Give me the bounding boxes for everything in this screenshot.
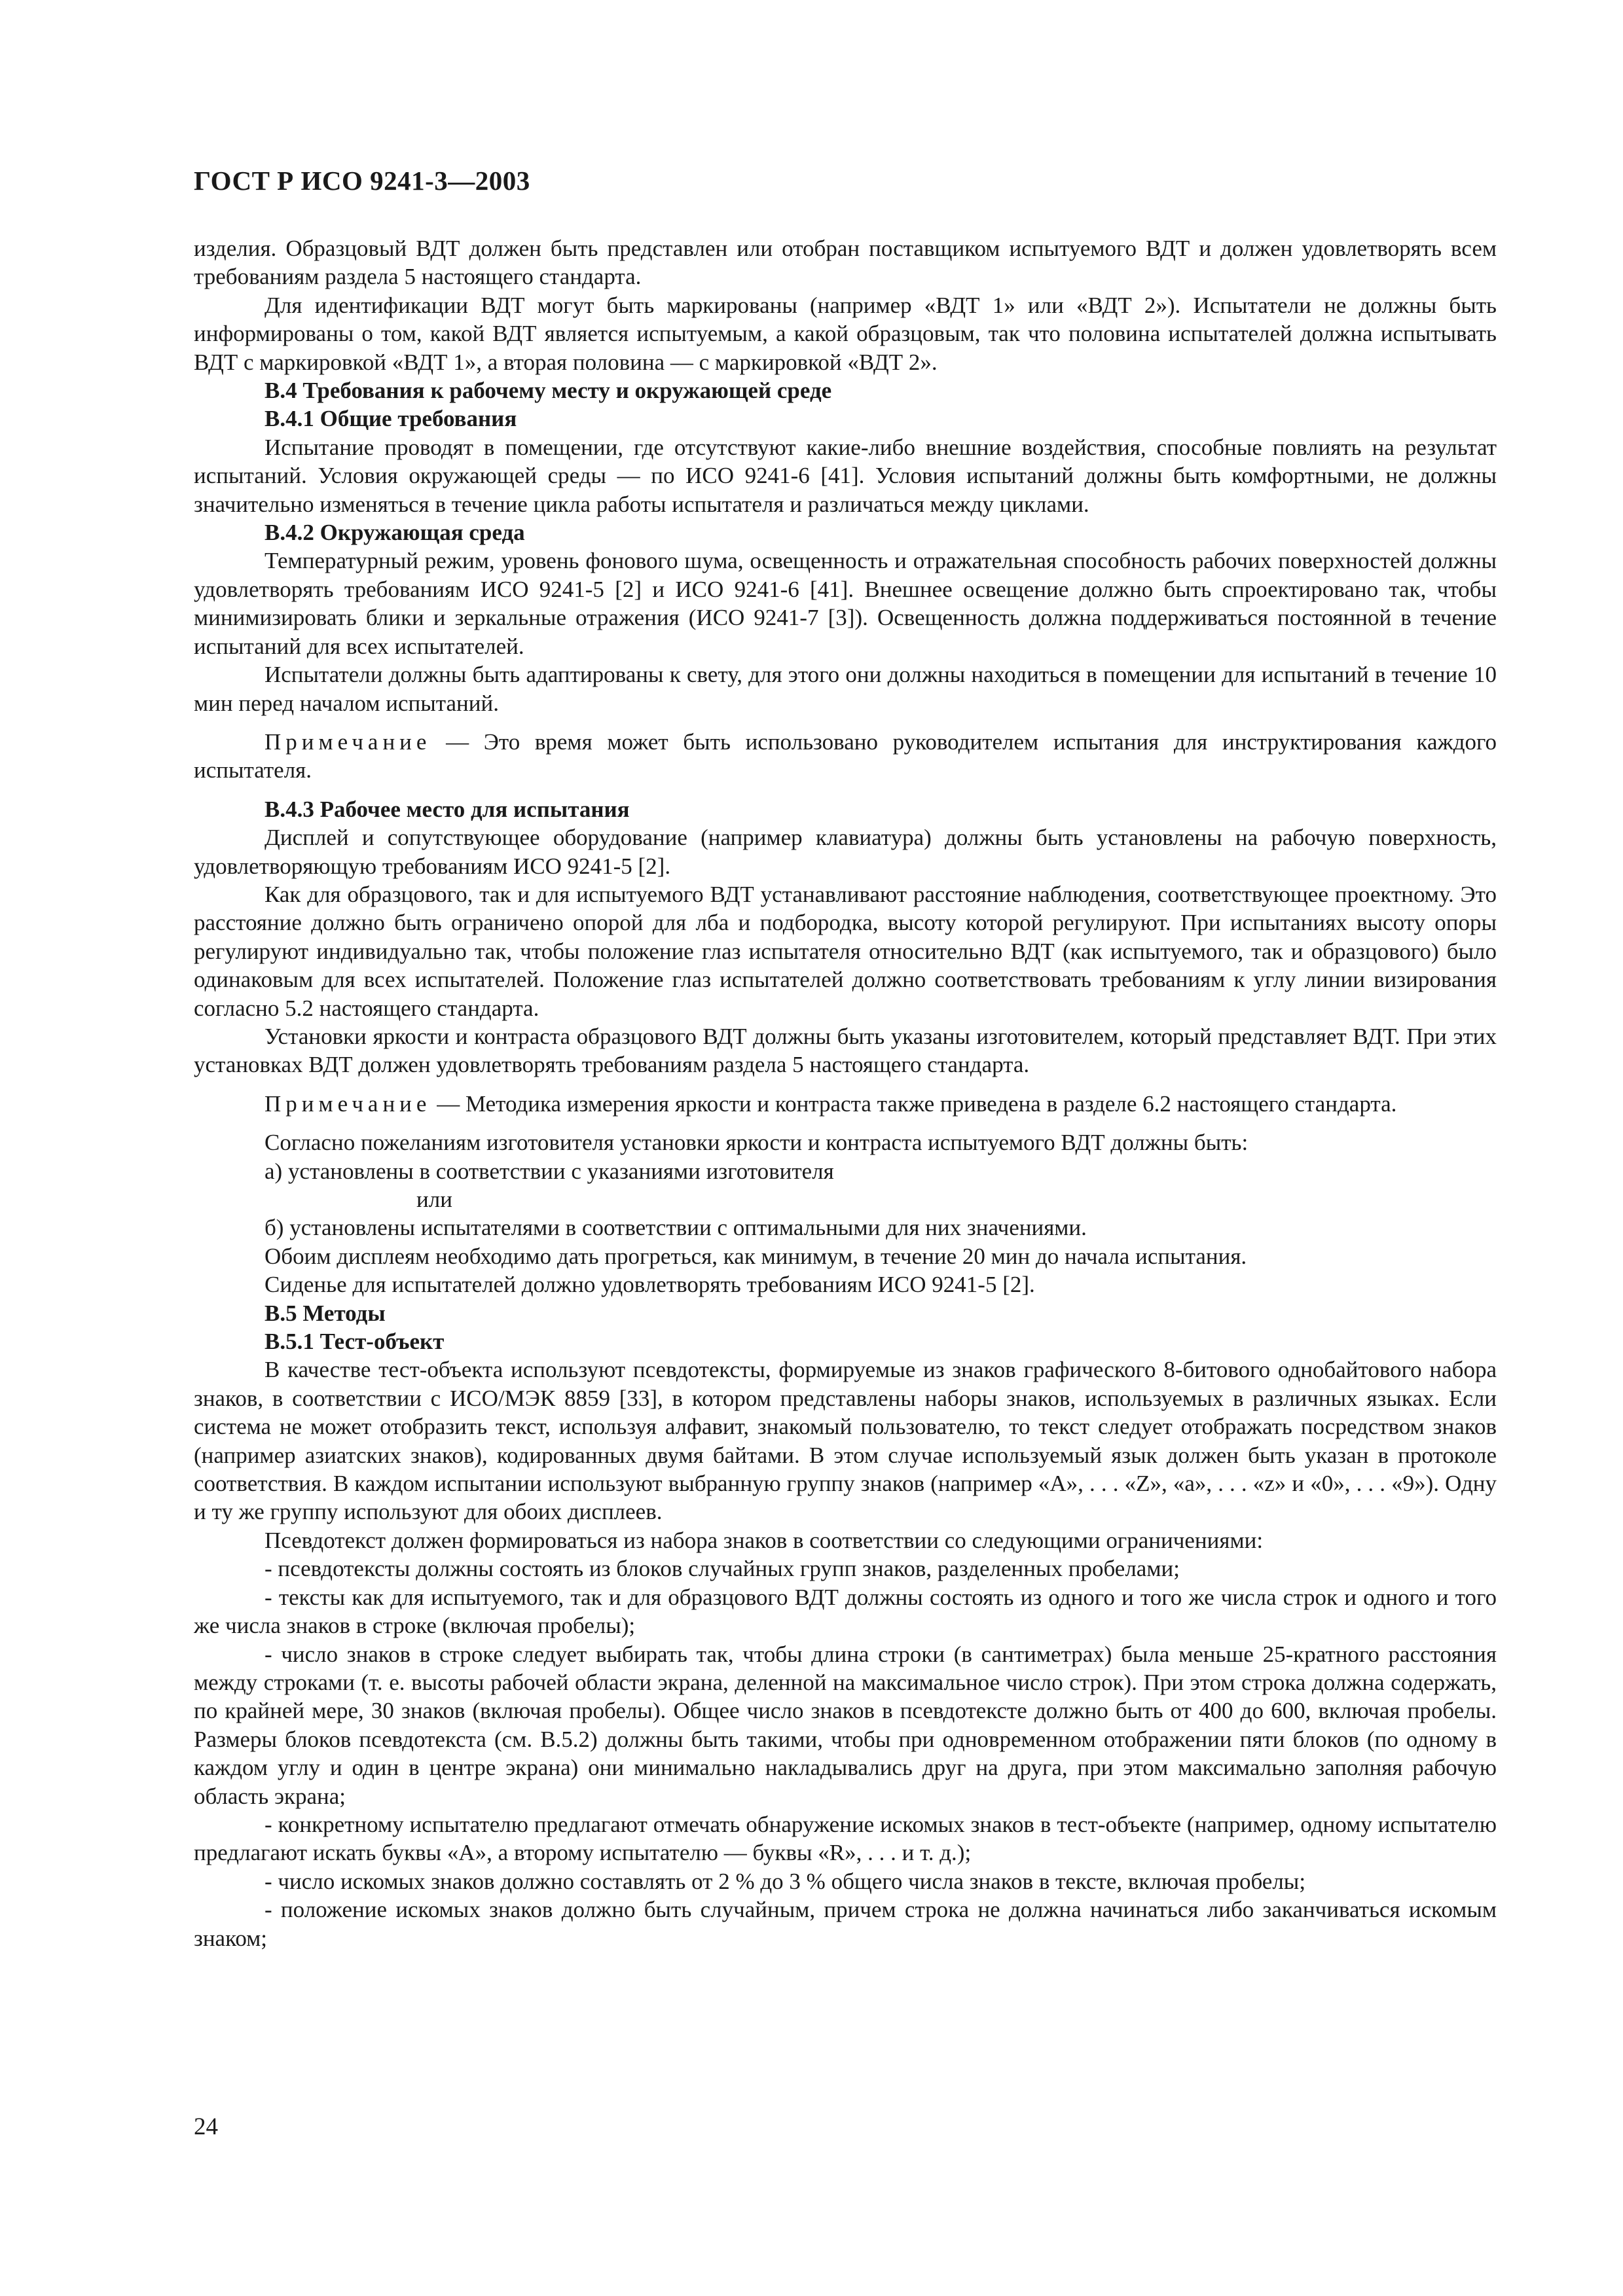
section-heading: В.5 Методы xyxy=(264,1300,386,1326)
paragraph: Испытатели должны быть адаптированы к свету, для этого они должны находиться в помещении для испытаний в течение 10 мин перед началом испытаний. xyxy=(194,662,1497,716)
paragraph: В качестве тест-объекта используют псевдотексты, формируемые из знаков графического 8-битового однобайтового набора знаков, в соответствии с ИСО/МЭК 8859 [33], в котором представлены наборы знаков, используемых в различных языках. Если система не может отобразить текст, используя алфавит, знакомый пользователю, то текст следует отображать посредством знаков (например азиатских знаков), кодированных двумя байтами. В этом случае используемый язык должен быть указан в протоколе соответствия. В каждом испытании используют выбранную группу знаков (например «A», . . . «Z», «a», . . . «z» и «0», . . . «9»). Одну и ту же группу используют для обоих дисплеев. xyxy=(194,1357,1497,1525)
page-number: 24 xyxy=(194,2113,218,2140)
paragraph: Псевдотекст должен формироваться из набора знаков в соответствии со следующими ограничениями: xyxy=(264,1527,1264,1553)
paragraph: Дисплей и сопутствующее оборудование (например клавиатура) должны быть установлены на рабочую поверхность, удовлетворяющую требованиям ИСО 9241-5 [2]. xyxy=(194,825,1497,879)
subsection-heading: В.4.2 Окружающая среда xyxy=(264,520,525,546)
paragraph: Обоим дисплеям необходимо дать прогреться, как минимум, в течение 20 мин до начала испытания. xyxy=(264,1243,1247,1269)
note-label: Примечание xyxy=(264,728,431,755)
note-text: — Это время может быть использовано руководителем испытания для инструктирования каждого испытателя. xyxy=(194,728,1497,783)
list-item: - положение искомых знаков должно быть случайным, причем строка не должна начинаться либо заканчиваться искомым знаком; xyxy=(194,1897,1497,1951)
list-item: - тексты как для испытуемого, так и для образцового ВДТ должны состоять из одного и того же числа строк и одного и того же числа знаков в строке (включая пробелы); xyxy=(194,1584,1497,1639)
list-item: - число знаков в строке следует выбирать так, чтобы длина строки (в сантиметрах) была меньше 25-кратного расстояния между строками (т. е. высоты рабочей области экрана, деленной на максимальное число строк). При этом строка должна содержать, по крайней мере, 30 знаков (включая пробелы). Общее число знаков в псевдотексте должно быть от 400 до 600, включая пробелы. Размеры блоков псевдотекста (см. В.5.2) должны быть такими, чтобы при одновременном отображении пяти блоков (по одному в каждом углу и один в центре экрана) они минимально накладывались друг на друга, при этом максимально заполняя рабочую область экрана; xyxy=(194,1641,1497,1809)
subsection-heading: В.4.3 Рабочее место для испытания xyxy=(264,796,630,822)
paragraph: Как для образцового, так и для испытуемого ВДТ устанавливают расстояние наблюдения, соответствующее проектному. Это расстояние должно быть ограничено опорой для лба и подбородка, высоту которой регулируют. При испытаниях высоту опоры регулируют индивидуально так, чтобы положение глаз испытателя относительно ВДТ (как испытуемого, так и образцового) было одинаковым для всех испытателей. Положение глаз испытателей должно соответствовать требованиям к углу линии визирования согласно 5.2 настоящего стандарта. xyxy=(194,881,1497,1021)
list-item: - конкретному испытателю предлагают отмечать обнаружение искомых знаков в тест-объекте (например, одному испытателю предлагают искать буквы «A», а второму испытателю — буквы «R», . . . и т. д.); xyxy=(194,1811,1497,1866)
paragraph: Для идентификации ВДТ могут быть маркированы (например «ВДТ 1» или «ВДТ 2»). Испытатели не должны быть информированы о том, какой ВДТ является испытуемым, а какой образцовым, так что половина испытателей должна испытывать ВДТ с маркировкой «ВДТ 1», а вторая половина — с маркировкой «ВДТ 2». xyxy=(194,292,1497,375)
section-heading: В.4 Требования к рабочему месту и окружающей среде xyxy=(264,378,832,404)
list-connector: или xyxy=(416,1187,452,1212)
document-body xyxy=(194,234,1497,1952)
paragraph: Согласно пожеланиям изготовителя установки яркости и контраста испытуемого ВДТ должны быть: xyxy=(264,1130,1249,1156)
paragraph: Сиденье для испытателей должно удовлетворять требованиям ИСО 9241-5 [2]. xyxy=(264,1272,1035,1298)
list-item: - псевдотексты должны состоять из блоков случайных групп знаков, разделенных пробелами; xyxy=(264,1556,1180,1582)
list-item: - число искомых знаков должно составлять от 2 % до 3 % общего числа знаков в тексте, включая пробелы; xyxy=(264,1868,1306,1894)
note-text: — Методика измерения яркости и контраста также приведена в разделе 6.2 настоящего стандарта. xyxy=(431,1090,1397,1117)
paragraph: Испытание проводят в помещении, где отсутствуют какие-либо внешние воздействия, способные повлиять на результат испытаний. Условия окружающей среды — по ИСО 9241-6 [41]. Условия испытаний должны быть комфортными, не должны значительно изменяться в течение цикла работы испытателя и различаться между циклами. xyxy=(194,434,1497,517)
paragraph: Установки яркости и контраста образцового ВДТ должны быть указаны изготовителем, который представляет ВДТ. При этих установках ВДТ должен удовлетворять требованиям раздела 5 настоящего стандарта. xyxy=(194,1023,1497,1078)
list-item: б) установлены испытателями в соответствии с оптимальными для них значениями. xyxy=(264,1215,1087,1241)
subsection-heading: В.5.1 Тест-объект xyxy=(264,1329,445,1355)
note xyxy=(194,1090,1497,1118)
subsection-heading: В.4.1 Общие требования xyxy=(264,406,517,432)
paragraph: изделия. Образцовый ВДТ должен быть представлен или отобран поставщиком испытуемого ВДТ и должен удовлетворять всем требованиям раздела 5 настоящего стандарта. xyxy=(194,236,1497,290)
list-item: а) установлены в соответствии с указаниями изготовителя xyxy=(264,1158,834,1184)
page-header-title: ГОСТ Р ИСО 9241-3—2003 xyxy=(194,166,530,196)
paragraph: Температурный режим, уровень фонового шума, освещенность и отражательная способность рабочих поверхностей должны удовлетворять требованиям ИСО 9241-5 [2] и ИСО 9241-6 [41]. Внешнее освещение должно быть спроектировано так, чтобы минимизировать блики и зеркальные отражения (ИСО 9241-7 [3]). Освещенность должна поддерживаться постоянной в течение испытаний для всех испытателей. xyxy=(194,548,1497,659)
note-label: Примечание xyxy=(264,1090,431,1117)
note xyxy=(194,728,1497,785)
